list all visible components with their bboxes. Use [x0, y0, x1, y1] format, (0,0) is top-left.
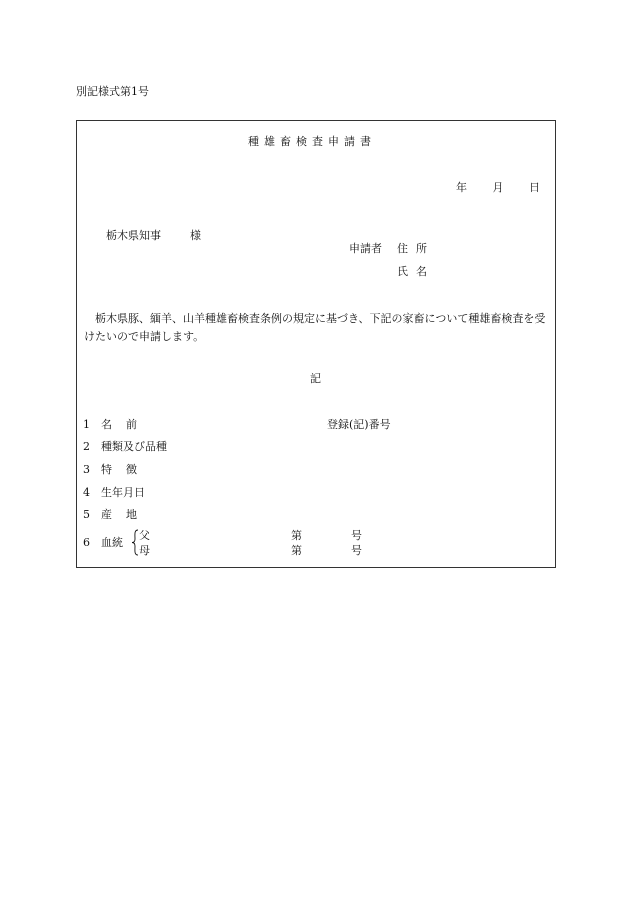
item-label-birthdate: 生年月日 [101, 486, 145, 499]
mother-number-suffix: 号 [351, 544, 362, 557]
address-label: 住所 [397, 242, 435, 255]
item-label-origin: 産地 [101, 508, 151, 521]
date-line [456, 182, 540, 193]
date-month-label: 月 [492, 181, 504, 194]
mother-number-prefix: 第 [291, 544, 302, 557]
item-number: 4 [83, 486, 90, 499]
item-number: 3 [83, 463, 90, 476]
pedigree-mother-label: 母 [139, 544, 150, 557]
form-number-label: 別記様式第1号 [76, 85, 149, 98]
addressee-honorific: 様 [190, 229, 201, 242]
item-number: 6 [83, 536, 90, 549]
date-day-label: 日 [529, 181, 540, 194]
father-number-suffix: 号 [351, 529, 362, 542]
father-number-prefix: 第 [291, 529, 302, 542]
name-label: 氏名 [397, 265, 435, 278]
registration-number-label: 登録(記)番号 [327, 418, 391, 431]
document-title: 種雄畜検査申請書 [248, 135, 376, 148]
item-label-name: 名前 [101, 418, 151, 431]
item-number: 2 [83, 440, 90, 453]
application-body-text: 栃木県豚、緬羊、山羊種雄畜検査条例の規定に基づき、下記の家畜について種雄畜検査を受けたいので申請します。 [84, 312, 546, 343]
ki-heading: 記 [310, 372, 321, 385]
addressee-name: 栃木県知事 [106, 229, 161, 242]
item-label-features: 特徴 [101, 463, 151, 476]
brace-icon [131, 529, 139, 556]
pedigree-father-label: 父 [139, 529, 150, 542]
item-label-breed: 種類及び品種 [101, 440, 167, 453]
item-number: 1 [83, 418, 90, 431]
item-label-pedigree: 血統 [101, 536, 123, 549]
item-number: 5 [83, 508, 90, 521]
date-year-label: 年 [456, 181, 467, 194]
applicant-label: 申請者 [349, 242, 382, 255]
